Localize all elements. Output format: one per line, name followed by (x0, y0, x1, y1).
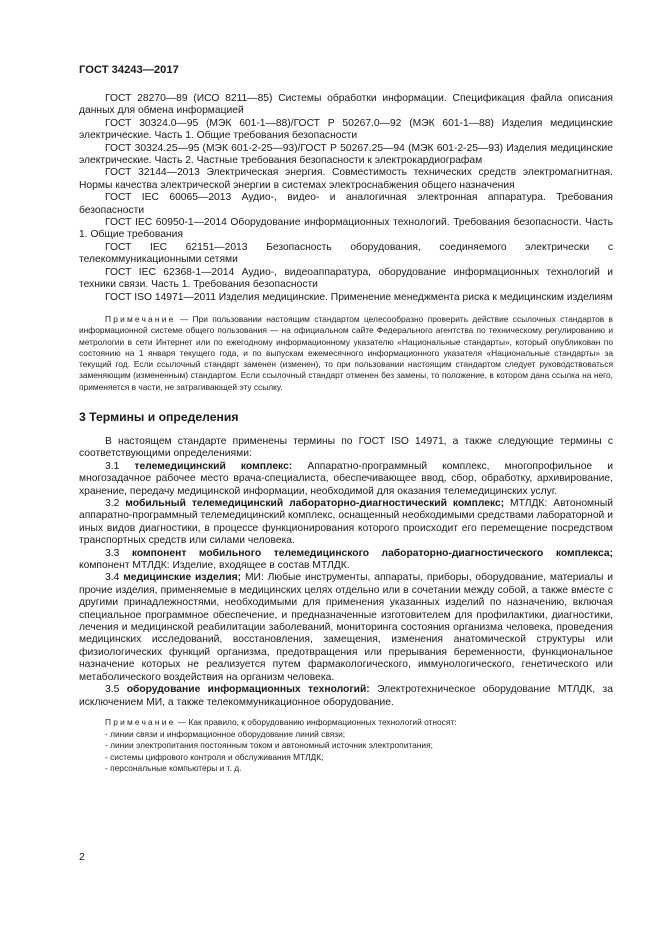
reference-item: ГОСТ IEC 60950-1—2014 Оборудование информационных технологий. Требования безопасности. Часть 1. Общие требования (79, 217, 613, 241)
term-entry (79, 498, 613, 548)
reference-item: ГОСТ IEC 62368-1—2014 Аудио-, видеоаппаратура, оборудование информационных технологий и техники связи. Часть 1. Требования безопасности (79, 266, 613, 291)
reference-item: ГОСТ IEC 60065—2013 Аудио-, видео- и аналогичная электронная аппаратура. Требования безопасности (79, 192, 613, 216)
term-number: 3.5 (105, 684, 120, 696)
normative-references (79, 93, 613, 304)
term-name: телемедицинский комплекс: (134, 460, 293, 472)
term-definition: МТЛДК: Автономный аппаратно-программный телемедицинский комплекс, оснащенный необходимыми средствами лабораторной и иных видов диагностики, в процессе функционирования которого происходит его перемещение посредством транспортных средств или силами человека. (79, 498, 613, 547)
term-definition: компонент МТЛДК: Изделие, входящее в состав МТЛДК. (79, 560, 350, 572)
references-note (79, 314, 613, 393)
reference-item: ГОСТ IEC 62151—2013 Безопасность оборудования, соединяемого электрически с телекоммуникационными сетями (79, 241, 613, 266)
term-entry (79, 572, 613, 684)
document-body (79, 93, 613, 775)
document-header: ГОСТ 34243—2017 (79, 64, 179, 76)
term-name: медицинские изделия; (123, 572, 242, 584)
reference-item: ГОСТ 28270—89 (ИСО 8211—85) Системы обработки информации. Спецификация файла описания данных для обмена информацией (79, 93, 613, 117)
note-list-item: - линии электропитания постоянным током и автономный источник электропитания; (105, 740, 433, 751)
reference-item: ГОСТ ISO 14971—2011 Изделия медицинские. Применение менеджмента риска к медицинским изделиям (105, 291, 613, 303)
note-list-item: - линии связи и информационное оборудование линий связи; (105, 728, 346, 739)
term-number: 3.4 (105, 572, 120, 584)
note-intro (105, 717, 613, 729)
term-name: компонент мобильного телемедицинского лабораторно-диагностического комплекса; (131, 547, 613, 559)
terms-section (79, 436, 613, 709)
term-name: оборудование информационных технологий: (126, 684, 370, 696)
note-label: Примечание (105, 716, 176, 727)
term-entry (79, 548, 613, 573)
note-text: — Как правило, к оборудованию информационных технологий относят: (175, 716, 457, 727)
term-entry (79, 684, 613, 709)
terms-intro: В настоящем стандарте применены термины по ГОСТ ISO 14971, а также следующие термины с соответствующими определениями: (79, 435, 613, 460)
note-text: — При пользовании настоящим стандартом целесообразно проверить действие ссылочных стандартов в информационной системе общего пользования — на официальном сайте Федерального агентства по техническому регулированию и метрологии в сети Интернет или по ежегодному информационному указателю «Национальные стандарты», который опубликован по состоянию на 1 января текущего года, и по выпускам ежемесячного информационного указателя «Национальные стандарты» за текущий год. Если ссылочный стандарт заменен (изменен), то при пользовании настоящим стандартом следует руководствоваться заменяющим (измененным) стандартом. Если ссылочный стандарт отменен без замены, то положение, в котором дана ссылка на него, применяется в части, не затрагивающей эту ссылку. (79, 313, 613, 392)
note-list-item: - системы цифрового контроля и обслуживания МТЛДК; (105, 751, 324, 762)
note-list-item: - персональные компьютеры и т. д. (105, 763, 242, 774)
reference-item: ГОСТ 32144—2013 Электрическая энергия. Совместимость технических средств электромагнитная. Нормы качества электрической энергии в системах электроснабжения общего назначения (79, 167, 613, 191)
term-definition: Аппаратно-программный комплекс, многопрофильное и многозадачное рабочее место врача-специалиста, обеспечивающее ввод, сбор, обработку, архивирование, хранение, передачу медицинской информации, необходимой для оказания телемедицинских услуг. (79, 460, 613, 497)
term-name: мобильный телемедицинский лабораторно-диагностический комплекс; (125, 498, 505, 510)
term-definition: Электротехническое оборудование МТЛДК, за исключением МИ, а также телекоммуникационное оборудование. (79, 684, 613, 708)
term-number: 3.1 (105, 460, 120, 472)
section-heading: 3 Термины и определения (79, 409, 239, 424)
page-number: 2 (79, 851, 85, 863)
reference-item: ГОСТ 30324.0—95 (МЭК 601-1—88)/ГОСТ Р 50267.0—92 (МЭК 601-1—88) Изделия медицинские электрические. Часть 1. Общие требования безопасности (79, 117, 613, 142)
term-definition: МИ: Любые инструменты, аппараты, приборы, оборудование, материалы и прочие изделия, применяемые в медицинских целях отдельно или в сочетании между собой, а также вместе с другими принадлежностями, необходимыми для применения указанных изделий по назначению, включая специальное программное обеспечение, и предназначенные изготовителем для профилактики, диагностики, лечения и медицинской реабилитации заболеваний, мониторинга состояния организма человека, проведения медицинских исследований, восстановления, замещения, изменения анатомической структуры или физиологических функций организма, предотвращения или прерывания беременности, функциональное назначение которых не реализуется путем фармакологического, иммунологического, генетического или метаболического воздействия на организм человека. (79, 572, 613, 683)
reference-item: ГОСТ 30324.25—95 (МЭК 601-2-25—93)/ГОСТ Р 50267.25—94 (МЭК 601-2-25—93) Изделия медицинские электрические. Часть 2. Частные требования безопасности к электрокардиографам (79, 142, 613, 167)
term-entry (79, 461, 613, 498)
term-number: 3.2 (105, 498, 120, 510)
it-equipment-note (79, 717, 613, 775)
note-label: Примечание (105, 313, 176, 324)
term-number: 3.3 (105, 547, 120, 559)
